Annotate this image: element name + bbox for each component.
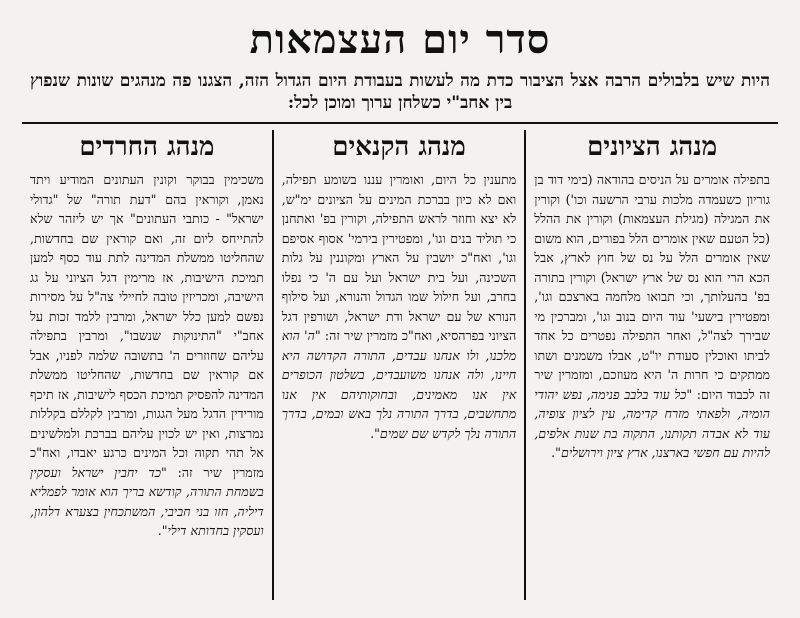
column-text-main: משכימין בבוקר וקונין העתונים המודיע ויתד נאמן, וקוראין בהם "דעת תורה" של "גדולי ישראל" - כותבי העתונים" אך יש ליזהר שלא להתייחס ליום זה, ואם קוראין שם בחדשות, שהחליטו ממשלת המדינה לתת עוד כסף למען תמיכת הישיבות, אז מרימין דגל הציוני על גג הישיבה, ומכריזין טובה לחיילי צה"ל על מסירות נפשם למען כלל ישראל, ומרבין ללמד זכות על אחב"י "התינוקות שנשבו", ומרבין בתפילה עליהם שחוזרים ה' בתשובה שלמה לפניו, אבל אם קוראין שם בחדשות, שהחליטו ממשלת המדינה להפסיק תמיכת הכסף לישיבות, אז תיכף מורידין הדגל מעל הגגות, ומרבין לקללם בקללות נמרצות, ואין יש לכוין עליהם בברכת ולמלשינים אל תהי תקוה וכל המינים כרגע יאבדו, ואח"כ מזמרין שיר זה: (30, 172, 264, 480)
column-text (30, 170, 264, 541)
divider (22, 122, 778, 124)
intro-paragraph: היות שיש בלבולים הרבה אצל הציבור כדת מה לעשות בעבודת היום הגדול הזה, הצגנו פה מנהגים שונות שנפוץ בין אחב"י כשלחן ערוך ומוכן לכל: (30, 71, 770, 113)
column-heading: מנהג החרדים (79, 132, 215, 162)
column-text (282, 170, 517, 443)
column-heading: מנהג הציונים (587, 132, 718, 162)
column-haredim (22, 130, 274, 600)
columns-container (22, 130, 778, 600)
column-text-main: מתענין כל היום, ואומרין עננו בשומע תפילה, ואם לא כיון בברכת המינים על הציונים ימ"ש, לא יצא וחוזר לראש התפילה, וקורין בפ' ואתחנן כי תוליד בנים וגו', ומפטירין בירמי' אסוף אסיפם וגו', ואח"כ יושבין על הארץ ומקוננין על גלות השכינה, ועל בית ישראל ועל עם ה' כי נפלו בחרב, ועל חילול שמו הגדול והנורא, ועל סילוף הנורא של עם ישראל ודת ישראל, ושורפין דגל הציוני בפרהסיא, ואח"כ מזמרין שיר זה: (281, 172, 517, 343)
song-text: "ה' הוא מלכנו, ולו אנחנו עבדים, התורה הקדושה היא חיינו, ולה אנחנו משועבדים, בשלטון הכופרים אין אנו מאמינים, ובחוקותיהם אין אנו מתחשבים, בדרך התורה נלך באש ובמים, בדרך התורה נלך לקדש שם שמים". (281, 328, 517, 441)
song-text: "כד יחבין ישראל ועסקין בשמחת התורה, קודשא בריך הוא אומר לפמליא דיליה, חזו בני חביבי, המשתכחין בצערא דלהון, ועסקין בחדותא דילי". (30, 464, 264, 538)
column-zionists (526, 130, 778, 600)
song-text: "כל עוד בלבב פנימה, נפש יהודי הומיה, ולפאתי מזרח קדימה, עין לציון צופיה, עוד לא אבדה תקותנו, התקוה בת שנות אלפים, להיות עם חפשי בארצנו, ארץ ציון וירושלים". (534, 386, 770, 460)
column-text-main: בתפילה אומרים על הניסים בהודאה (בימי דוד בן גוריון כשעמדה מלכות ערבי הרשעה וכו') וקורין את המגילה (מגילת העצמאות) וקורין את ההלל (כל הטעם שאין אומרים הלל בפורים, הוא משום שאין אומרים הלל על נס של חוץ לארץ, אבל הכא הרי הוא נס של ארץ ישראל) וקורין בתורה בפ' בהעלותך, וכי תבואו מלחמה בארצכם וגו', ומפטירין בישעי' עוד היום בנוב וגו', ומברכין מי שבירך לצה"ל, ואחר התפילה נפטרים כל אחד לביתו ואוכלין סעודת יו"ט, אבלו משמנים ושתו ממתקים כי חרות ה' היא מעוזכם, ומזמרין שיר זה לכבוד היום: (534, 172, 770, 402)
column-zealots (274, 130, 527, 600)
column-text (534, 170, 770, 463)
page-title: סדר יום העצמאות (249, 16, 551, 63)
column-heading: מנהג הקנאים (332, 132, 466, 162)
